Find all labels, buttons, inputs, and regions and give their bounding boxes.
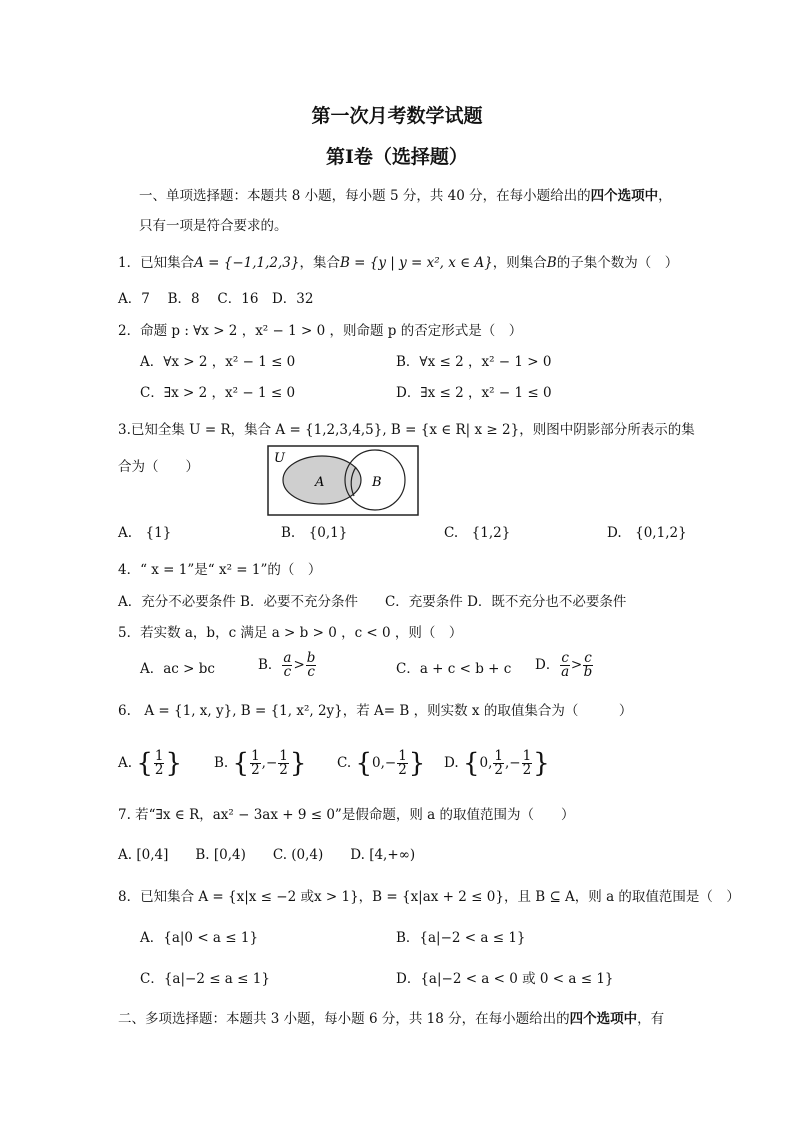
q1-var-b: B — [546, 255, 557, 271]
venn-label-b: B — [372, 475, 382, 490]
q8-stem: 8．已知集合 A = {x|x ≤ −2 或x > 1}，B = {x|ax + 2 ≤ 0}，且 B ⊆ A，则 a 的取值范围是（ ） — [118, 889, 740, 905]
q7-stem: 7. 若“∃x ∈ R，ax² − 3ax + 9 ≤ 0”是假命题，则 a 的取值范围为（ ） — [118, 807, 575, 823]
q1-stem — [118, 254, 678, 272]
q3-option-b: B. {0,1} — [281, 525, 348, 541]
section2-text: 二、多项选择题：本题共 3 小题，每小题 6 分，共 18 分，在每小题给出的 — [118, 1011, 570, 1027]
section1-line2: 只有一项是符合要求的。 — [139, 218, 288, 234]
section2-emphasis: 四个选项中 — [569, 1011, 638, 1027]
q5-d-frac1: $\frac{c}{a}$ — [561, 650, 570, 680]
venn-label-u: U — [274, 451, 285, 466]
q6-stem: 6. A = {1, x, y}, B = {1, x², 2y}，若 A= B ，则实数 x 的取值集合为（ ） — [118, 703, 633, 719]
section2-tail: ，有 — [637, 1011, 665, 1027]
section1-comma: ， — [658, 188, 672, 204]
q6-b-frac1: $\frac{1}{2}$ — [251, 748, 260, 778]
q2-stem: 2．命题 p : ∀x > 2 ，x² − 1 > 0 ，则命题 p 的否定形式是（ ） — [118, 323, 523, 339]
q5-b-frac2: $\frac{b}{c}$ — [306, 650, 316, 680]
q6-a-frac: $\frac{1}{2}$ — [154, 748, 164, 778]
q1-stem-a: 1．已知集合 — [118, 255, 195, 271]
q1-set-a: A = {−1,1,2,3} — [194, 255, 300, 271]
q8-option-d: D．{a|−2 < a < 0 或 0 < a ≤ 1} — [396, 971, 614, 987]
q1-options: A．7 B．8 C．16 D．32 — [118, 291, 314, 307]
q8-option-c: C．{a|−2 ≤ a ≤ 1} — [140, 971, 270, 987]
q3-option-a: A. {1} — [118, 525, 172, 541]
section2-heading — [118, 1010, 664, 1028]
q1-stem-b: ，集合 — [299, 255, 340, 271]
q2-option-b: B．∀x ≤ 2 ，x² − 1 > 0 — [396, 354, 552, 370]
q6-option-a: A. { $\frac{1}{2}$ } — [118, 748, 183, 779]
q4-options: A．充分不必要条件 B．必要不充分条件 C．充要条件 D．既不充分也不必要条件 — [118, 594, 627, 610]
q5-option-d: D． $\frac{c}{a}$ > $\frac{c}{b}$ — [535, 650, 593, 680]
q5-option-a: A．ac > bc — [140, 661, 215, 677]
q5-stem: 5．若实数 a，b，c 满足 a > b > 0 ，c < 0 ，则（ ） — [118, 625, 463, 641]
q3-stem-line2: 合为（ ） — [118, 459, 199, 475]
q5-option-c: C．a + c < b + c — [396, 661, 512, 677]
q6-option-b: B. { $\frac{1}{2}$ ,− $\frac{1}{2}$ } — [214, 748, 307, 779]
q6-option-d: D. {0, $\frac{1}{2}$ ,− $\frac{1}{2}$ } — [444, 748, 550, 779]
q6-d-frac2: $\frac{1}{2}$ — [522, 748, 532, 778]
q5-b-frac1: $\frac{a}{c}$ — [283, 650, 292, 680]
q2-option-d: D．∃x ≤ 2 ，x² − 1 ≤ 0 — [396, 385, 552, 401]
q1-set-b: B = {y | y = x², x ∈ A} — [339, 255, 493, 271]
q1-stem-c: ，则集合 — [492, 255, 547, 271]
q6-option-c: C. {0,− $\frac{1}{2}$ } — [337, 748, 426, 779]
q3-option-d: D. {0,1,2} — [607, 525, 687, 541]
section1-text: 一、单项选择题：本题共 8 小题，每小题 5 分，共 40 分，在每小题给出的 — [139, 188, 591, 204]
q3-option-c: C. {1,2} — [444, 525, 511, 541]
q6-d-frac1: $\frac{1}{2}$ — [494, 748, 503, 778]
q2-option-c: C．∃x > 2 ，x² − 1 ≤ 0 — [140, 385, 296, 401]
section1-heading — [139, 187, 672, 205]
q2-option-a: A．∀x > 2 ，x² − 1 ≤ 0 — [140, 354, 296, 370]
q6-b-frac2: $\frac{1}{2}$ — [279, 748, 288, 778]
venn-label-a: A — [315, 475, 325, 490]
part-title: 第Ⅰ卷（选择题） — [326, 146, 468, 168]
venn-diagram — [265, 444, 421, 518]
q3-stem-line1: 3.已知全集 U = R，集合 A = {1,2,3,4,5}, B = {x ∈ R| x ≥ 2}，则图中阴影部分所表示的集 — [118, 422, 695, 438]
q6-c-frac: $\frac{1}{2}$ — [398, 748, 407, 778]
q5-option-b: B． $\frac{a}{c}$ > $\frac{b}{c}$ — [258, 650, 316, 680]
q8-option-a: A．{a|0 < a ≤ 1} — [140, 930, 259, 946]
q1-stem-d: 的子集个数为（ ） — [556, 255, 679, 271]
q5-d-frac2: $\frac{c}{b}$ — [583, 650, 593, 680]
q8-option-b: B．{a|−2 < a ≤ 1} — [396, 930, 526, 946]
q4-stem: 4．“ x = 1”是“ x² = 1”的（ ） — [118, 562, 322, 578]
page-title: 第一次月考数学试题 — [311, 105, 483, 127]
section1-emphasis: 四个选项中 — [590, 188, 659, 204]
q7-options: A. [0,4] B. [0,4) C. (0,4) D. [4,+∞) — [118, 847, 416, 863]
